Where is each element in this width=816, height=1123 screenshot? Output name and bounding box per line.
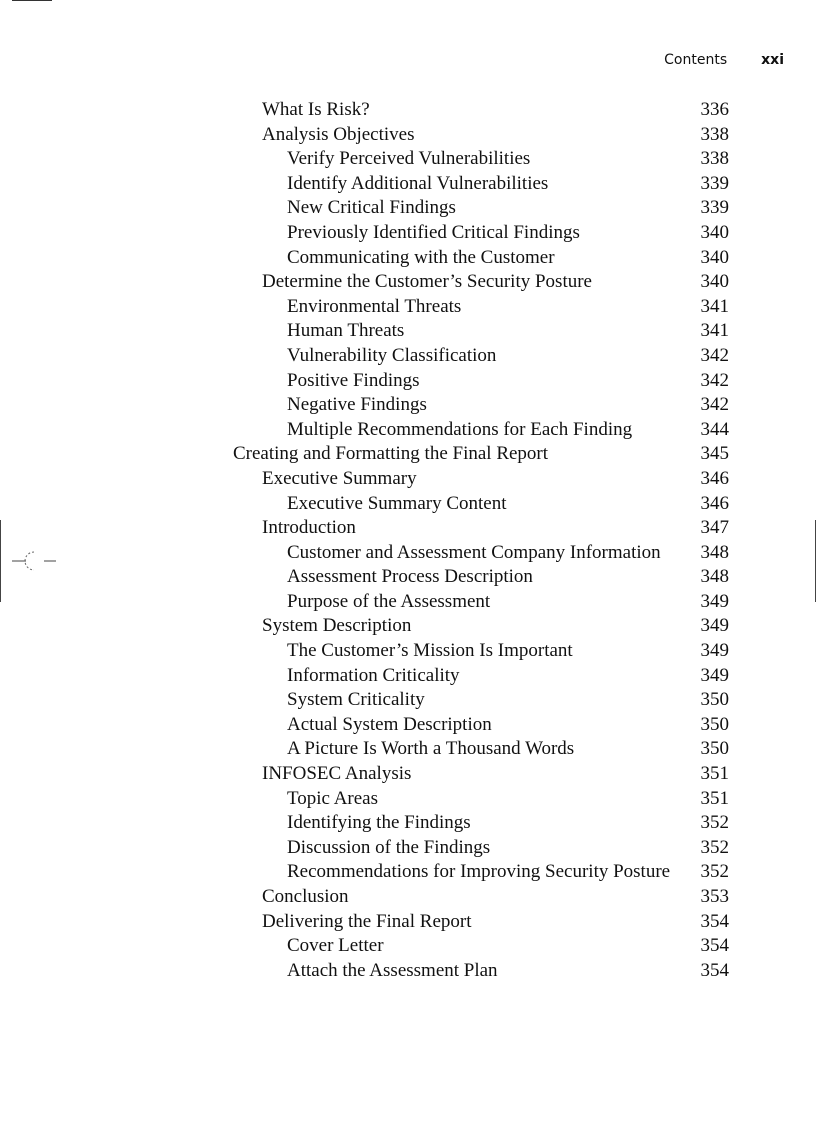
toc-entry[interactable] [0, 369, 816, 394]
toc-entry-page: 349 [700, 640, 729, 662]
toc-entry-title: A Picture Is Worth a Thousand Words [287, 738, 575, 760]
toc-entry-title: Cover Letter [287, 935, 384, 957]
toc-entry-page: 342 [700, 369, 729, 391]
toc-entry[interactable] [0, 565, 816, 590]
toc-entry[interactable] [0, 196, 816, 221]
toc-entry[interactable] [0, 246, 816, 271]
toc-entry[interactable] [0, 885, 816, 910]
toc-entry-page: 350 [700, 713, 729, 735]
toc-entry[interactable] [0, 787, 816, 812]
toc-entry-title: Determine the Customer’s Security Posture [262, 271, 592, 293]
toc-entry[interactable] [0, 639, 816, 664]
toc-entry-title: Delivering the Final Report [262, 910, 472, 932]
toc-entry[interactable] [0, 811, 816, 836]
toc-entry-title: New Critical Findings [287, 197, 456, 219]
toc-entry[interactable] [0, 688, 816, 713]
toc-entry[interactable] [0, 295, 816, 320]
toc-entry-title: Positive Findings [287, 369, 420, 391]
toc-entry[interactable] [0, 762, 816, 787]
toc-entry-title: System Description [262, 615, 412, 637]
toc-entry[interactable] [0, 98, 816, 123]
toc-entry-title: Identifying the Findings [287, 812, 471, 834]
toc-entry[interactable] [0, 123, 816, 148]
toc-entry-page: 350 [700, 738, 729, 760]
toc-entry-page: 342 [700, 394, 729, 416]
toc-entry-title: Environmental Threats [287, 295, 462, 317]
toc-entry-page: 338 [700, 148, 729, 170]
toc-entry[interactable] [0, 393, 816, 418]
toc-entry-page: 347 [700, 517, 729, 539]
toc-entry[interactable] [0, 713, 816, 738]
toc-entry-title: Verify Perceived Vulnerabilities [287, 148, 531, 170]
toc-entry[interactable] [0, 614, 816, 639]
toc-entry-title: Information Criticality [287, 664, 460, 686]
toc-entry-page: 348 [700, 541, 729, 563]
toc-entry[interactable] [0, 836, 816, 861]
toc-entry-page: 352 [700, 861, 729, 883]
toc-entry-page: 354 [700, 910, 729, 932]
toc-entry[interactable] [0, 467, 816, 492]
toc-entry-page: 349 [700, 615, 729, 637]
toc-entry-page: 346 [700, 467, 729, 489]
toc-entry-page: 353 [700, 886, 729, 907]
table-of-contents [0, 98, 816, 983]
toc-entry[interactable] [0, 147, 816, 172]
toc-entry[interactable] [0, 959, 816, 984]
toc-entry-page: 350 [700, 689, 729, 711]
toc-entry[interactable] [0, 910, 816, 935]
toc-entry[interactable] [0, 270, 816, 295]
toc-entry-title: Previously Identified Critical Findings [287, 221, 580, 243]
toc-entry-page: 342 [700, 344, 729, 366]
toc-entry[interactable] [0, 516, 816, 541]
toc-entry-title: Discussion of the Findings [287, 836, 491, 858]
toc-entry-title: INFOSEC Analysis [262, 763, 412, 785]
toc-entry-page: 354 [700, 935, 729, 957]
toc-entry-title: What Is Risk? [262, 99, 370, 120]
page-number: xxi [761, 52, 784, 68]
toc-entry-title: Conclusion [262, 886, 349, 907]
toc-entry-title: Creating and Formatting the Final Report [233, 443, 549, 465]
toc-entry-title: Analysis Objectives [262, 123, 415, 145]
toc-entry-page: 341 [700, 320, 729, 342]
toc-entry-title: Customer and Assessment Company Information [287, 541, 661, 563]
toc-entry-page: 341 [700, 295, 729, 317]
toc-entry-page: 339 [700, 172, 729, 194]
toc-entry-title: Identify Additional Vulnerabilities [287, 172, 549, 194]
toc-entry-title: Actual System Description [287, 713, 492, 735]
toc-entry-page: 340 [700, 246, 729, 268]
toc-entry-page: 336 [700, 99, 729, 120]
toc-entry-page: 349 [700, 664, 729, 686]
toc-entry-page: 346 [700, 492, 729, 514]
toc-entry-page: 348 [700, 566, 729, 588]
toc-entry-page: 351 [700, 763, 729, 785]
toc-entry-title: System Criticality [287, 689, 425, 711]
toc-entry-title: Negative Findings [287, 394, 427, 416]
toc-entry-page: 344 [700, 418, 729, 440]
toc-entry-page: 340 [700, 221, 729, 243]
toc-entry-title: Human Threats [287, 320, 405, 342]
crop-mark-top [12, 0, 52, 1]
toc-entry-title: Executive Summary Content [287, 492, 507, 514]
toc-entry-title: Topic Areas [287, 787, 379, 809]
toc-entry-title: Executive Summary [262, 467, 417, 489]
toc-entry[interactable] [0, 541, 816, 566]
toc-entry-title: The Customer’s Mission Is Important [287, 640, 573, 662]
toc-entry[interactable] [0, 172, 816, 197]
toc-entry-title: Recommendations for Improving Security Posture [287, 861, 671, 883]
toc-entry-title: Communicating with the Customer [287, 246, 555, 268]
toc-entry[interactable] [0, 860, 816, 885]
toc-entry-title: Multiple Recommendations for Each Finding [287, 418, 633, 440]
toc-entry[interactable] [0, 442, 816, 467]
toc-entry-page: 340 [700, 271, 729, 293]
toc-entry-page: 354 [700, 959, 729, 981]
toc-entry-title: Assessment Process Description [287, 566, 533, 588]
toc-entry-title: Attach the Assessment Plan [287, 959, 498, 981]
toc-entry[interactable] [0, 418, 816, 443]
toc-entry[interactable] [0, 664, 816, 689]
toc-entry-page: 352 [700, 836, 729, 858]
toc-entry-page: 345 [700, 443, 729, 465]
toc-entry-page: 339 [700, 197, 729, 219]
toc-entry[interactable] [0, 221, 816, 246]
toc-entry[interactable] [0, 934, 816, 959]
toc-entry[interactable] [0, 737, 816, 762]
running-head [664, 50, 784, 70]
running-head-section: Contents [664, 52, 728, 68]
toc-entry[interactable] [0, 492, 816, 517]
toc-entry-title: Vulnerability Classification [287, 344, 497, 366]
toc-entry[interactable] [0, 344, 816, 369]
toc-entry[interactable] [0, 319, 816, 344]
toc-entry-title: Introduction [262, 517, 356, 539]
toc-entry-page: 352 [700, 812, 729, 834]
toc-entry-page: 349 [700, 590, 729, 612]
toc-entry-title: Purpose of the Assessment [287, 590, 491, 612]
toc-entry-page: 351 [700, 787, 729, 809]
toc-entry[interactable] [0, 590, 816, 615]
toc-entry-page: 338 [700, 123, 729, 145]
